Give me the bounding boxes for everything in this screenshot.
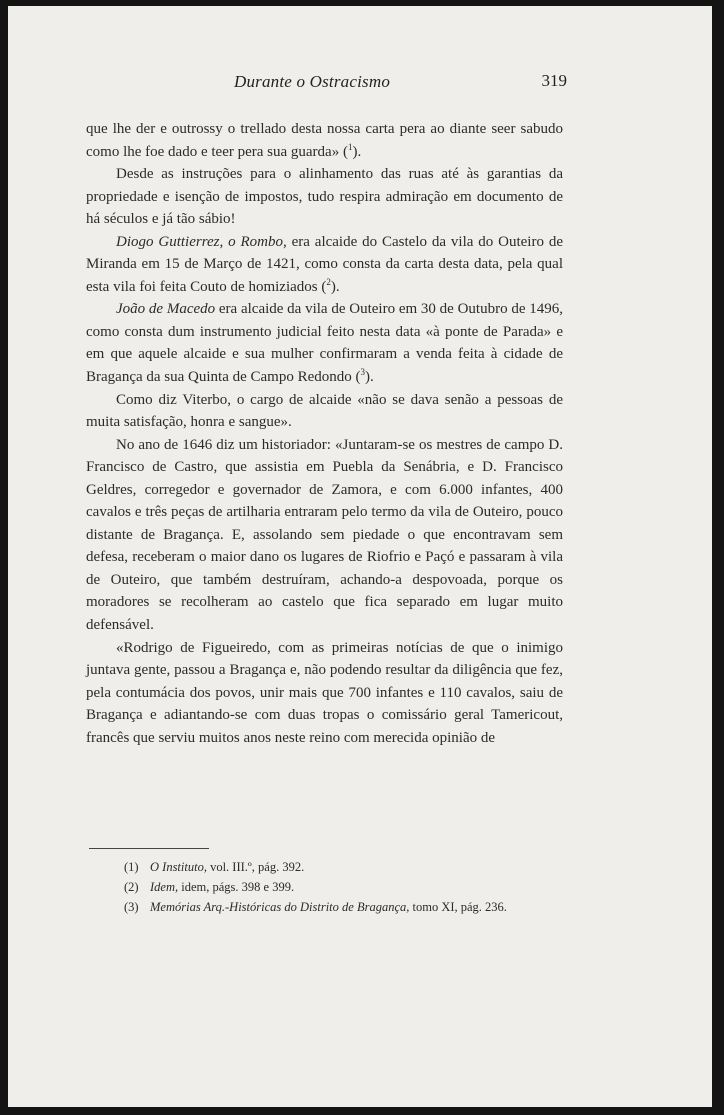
- footnote-reference: 2: [326, 276, 331, 287]
- body-text: [86, 118, 563, 749]
- text-run: «Rodrigo de Figueiredo, com as primeiras notícias de que o inimigo juntava gente, passou a Bragança e, não podendo resultar da diligência que fez, pela contumácia dos povos, unir mais que 700 infantes e 110 cavalos, saiu de Bragança e adiantando-se com duas tropas o comissário geral Tamericout, francês que serviu muitos anos neste reino com merecida opinião de: [86, 639, 563, 746]
- italic-text: João de Macedo: [116, 301, 216, 318]
- text-run: era alcaide da vila de Outeiro em 30 de Outubro de 1496, como consta dum instrumento judicial feito nesta data «à ponte de Parada» e em que aquele alcaide e sua mulher confirmaram a venda feita à cidade de Bragança da sua Quinta de Campo Redondo (: [86, 301, 563, 386]
- text-run: ).: [330, 278, 340, 295]
- footnote: [86, 857, 563, 877]
- page-number: 319: [541, 71, 567, 90]
- book-page: [8, 6, 712, 1107]
- text-run: No ano de 1646 diz um historiador: «Juntaram-se os mestres de campo D. Francisco de Castro, que assistia em Puebla da Senábria, e D. Francisco Geldres, corregedor e governador de Zamora, e com 6.000 infantes, 400 cavalos e três peças de artilharia entraram pelo termo da vila de Outeiro, pouco distante de Bragança. E, assolando sem piedade o que encontravam sem defesa, receberam o maior dano os lugares de Riofrio e Paçó e passaram à vila de Outeiro, que também destruíram, achando-a despovoada, porque os moradores se recolheram ao castelo que fica separado em lugar muito defensável.: [86, 436, 563, 634]
- paragraph: [86, 637, 563, 750]
- footnote-divider: [89, 848, 209, 849]
- paragraph: [86, 434, 563, 637]
- running-title: Durante o Ostracismo: [233, 72, 391, 91]
- footnote: [86, 877, 563, 897]
- text-run: tomo XI, pág. 236.: [409, 900, 507, 914]
- footnote-reference: 1: [347, 141, 353, 152]
- paragraph: [86, 389, 563, 434]
- italic-text: O Instituto,: [150, 860, 207, 874]
- italic-text: Diogo Guttierrez, o Rombo,: [116, 233, 287, 250]
- paragraph: [86, 163, 563, 231]
- footnote: [86, 897, 563, 917]
- text-run: ).: [352, 143, 362, 160]
- footnote-mark: (3): [124, 900, 139, 914]
- text-run: era alcaide do Castelo da vila do Outeiro de Miranda em 15 de Março de 1421, como consta da carta desta data, pela qual esta vila foi feita Couto de homiziados (: [86, 233, 563, 295]
- footnotes: [86, 857, 563, 917]
- page-header: [8, 72, 712, 96]
- text-run: ).: [365, 369, 374, 386]
- text-run: Desde as instruções para o alinhamento das ruas até às garantias da propriedade e isenção de impostos, tudo respira admiração em documento de há séculos e já tão sábio!: [86, 166, 563, 228]
- footnote-reference: 3: [360, 367, 366, 378]
- paragraph: [86, 118, 563, 163]
- text-run: que lhe der e outrossy o trellado desta nossa carta pera ao diante seer sabudo como lhe foe dado e teer pera sua guarda» (: [86, 121, 563, 160]
- footnote-mark: (1): [124, 860, 139, 874]
- italic-text: Memórias Arq.-Históricas do Distrito de Bragança,: [150, 900, 410, 914]
- text-run: Como diz Viterbo, o cargo de alcaide «não se dava senão a pessoas de muita satisfação, honra e sangue».: [86, 391, 563, 431]
- footnote-mark: (2): [124, 880, 139, 894]
- text-run: idem, págs. 398 e 399.: [178, 880, 295, 894]
- italic-text: Idem,: [150, 880, 179, 894]
- text-run: vol. III.º, pág. 392.: [206, 860, 305, 874]
- paragraph: [86, 231, 563, 299]
- paragraph: [86, 298, 563, 388]
